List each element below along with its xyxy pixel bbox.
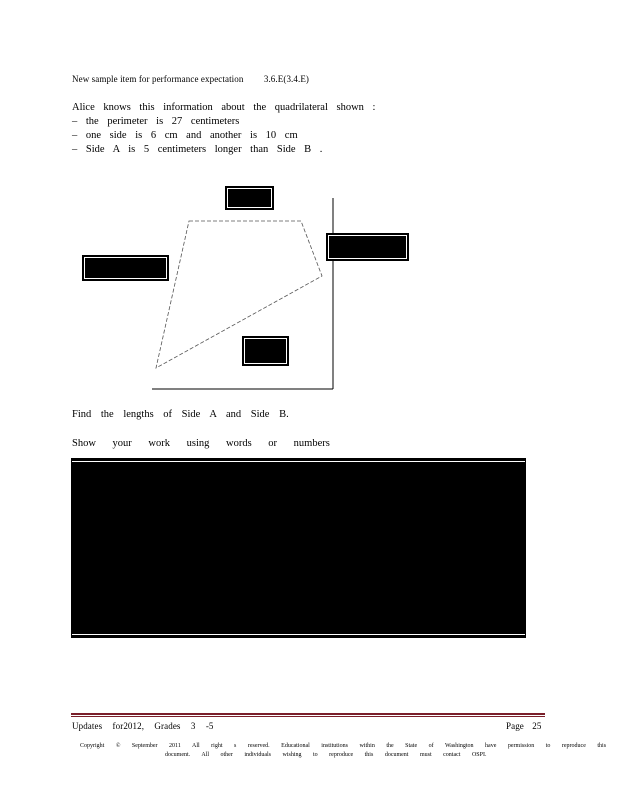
side-label-top-redacted [225, 186, 274, 210]
problem-fact: – the perimeter is 27 centimeters [72, 116, 240, 127]
item-header-code: 3.6.E(3.4.E) [263, 74, 310, 84]
problem-fact: – one side is 6 cm and another is 10 cm [72, 130, 298, 141]
footer-left: Updates for2012, Grades 3 -5 [72, 721, 214, 731]
side-label-right-redacted [326, 233, 409, 261]
side-label-left-redacted [82, 255, 169, 281]
footer-rule [71, 713, 545, 717]
quadrilateral-shape [156, 221, 322, 368]
answer-box-redacted[interactable] [71, 458, 526, 638]
footer-page-number: Page 25 [506, 721, 542, 731]
show-work-instruction: Show your work using words or numbers [72, 438, 330, 449]
item-header-label: New sample item for performance expectation [72, 74, 244, 84]
problem-fact: – Side A is 5 centimeters longer than Side B . [72, 144, 323, 155]
footer-copyright-line1: Copyright © September 2011 All right s reserved. Educational institutions within the State of Washington have permission to reproduce this [80, 743, 607, 749]
footer-copyright-line2: document. All other individuals wishing to reproduce this document must contact OSPI. [165, 752, 487, 758]
find-question: Find the lengths of Side A and Side B. [72, 409, 289, 420]
side-label-bottom-redacted [242, 336, 289, 366]
item-header [72, 74, 309, 84]
problem-intro: Alice knows this information about the quadrilateral shown : [72, 102, 376, 113]
